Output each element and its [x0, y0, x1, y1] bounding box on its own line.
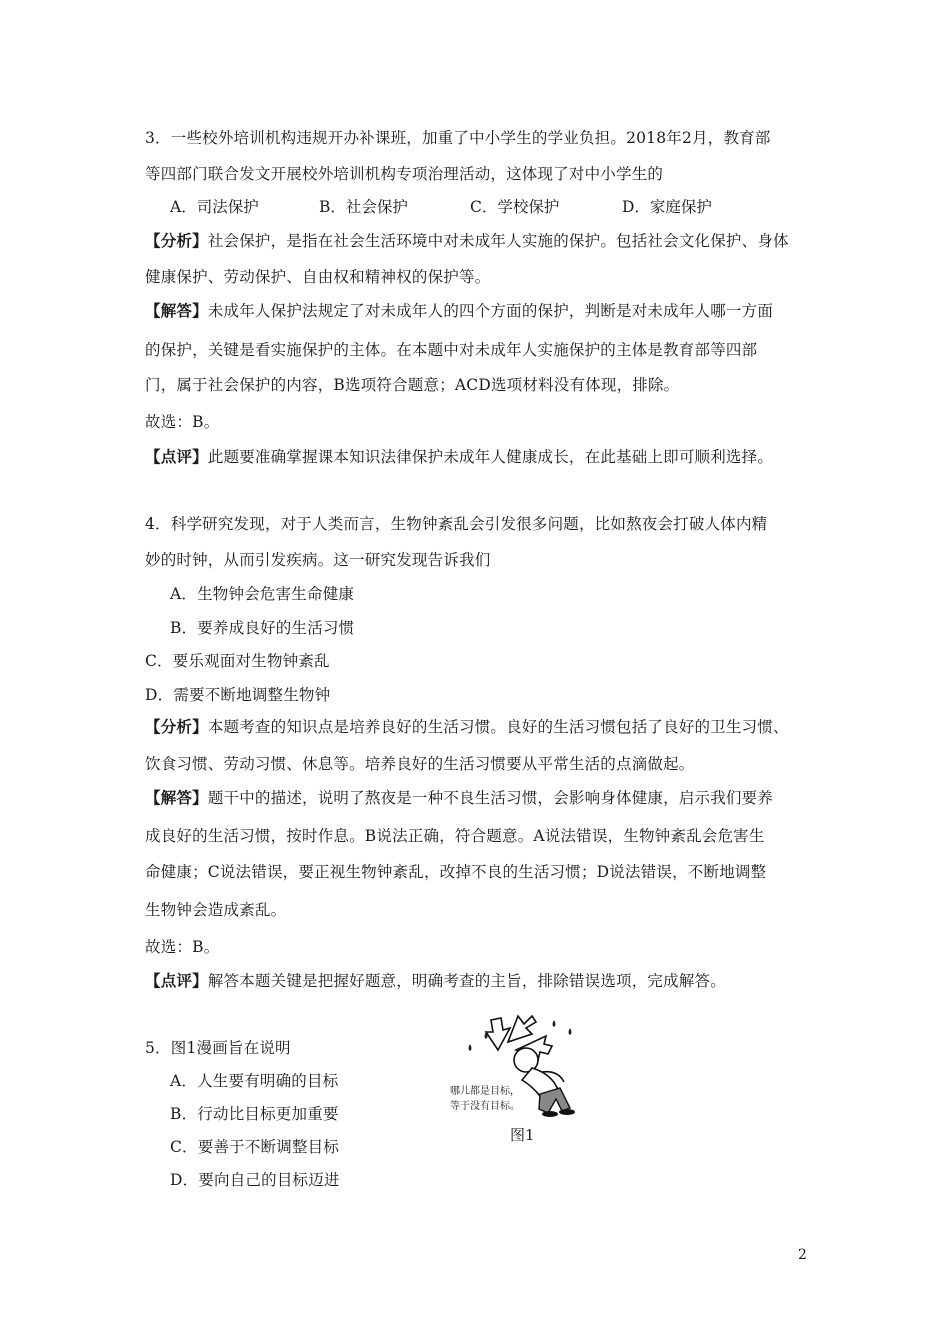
q4-answer-line1	[145, 788, 773, 808]
figure-1-cartoon	[446, 1010, 596, 1118]
q5-option-d: D．要向自己的目标迈进	[170, 1171, 340, 1189]
q3-analysis-line1	[145, 231, 789, 251]
q5-option-a: A．人生要有明确的目标	[170, 1072, 339, 1090]
q4-option-c: C．要乐观面对生物钟紊乱	[145, 652, 330, 670]
q5-stem: 5．图1漫画旨在说明	[145, 1039, 291, 1057]
q3-stem-line2: 等四部门联合发文开展校外培训机构专项治理活动，这体现了对中小学生的	[145, 165, 664, 183]
q4-answer-text: 题干中的描述，说明了熬夜是一种不良生活习惯，会影响身体健康，启示我们要养	[207, 789, 774, 807]
q4-analysis-line1	[145, 717, 789, 737]
q3-option-a: A．司法保护	[170, 198, 259, 216]
q4-answer-line3: 命健康；C说法错误，要正视生物钟紊乱，改掉不良的生活习惯；D说法错误，不断地调整	[145, 863, 767, 881]
q3-choice: 故选：B。	[145, 413, 220, 431]
sweat-drop	[469, 1044, 472, 1051]
shoe-shape	[542, 1111, 558, 1117]
q3-answer-line1	[145, 301, 773, 321]
q5-option-b: B．行动比目标更加重要	[170, 1105, 339, 1123]
q3-answer-tag: 【解答】	[145, 301, 208, 320]
cartoon-caption-line1: 哪儿都是目标，	[450, 1086, 520, 1097]
q4-option-b: B．要养成良好的生活习惯	[170, 619, 355, 637]
q3-analysis-text: 社会保护，是指在社会生活环境中对未成年人实施的保护。包括社会文化保护、身体	[207, 232, 789, 250]
q3-answer-line3: 门，属于社会保护的内容，B选项符合题意；ACD选项材料没有体现，排除。	[145, 376, 680, 394]
q3-comment-tag: 【点评】	[145, 447, 208, 466]
q3-analysis-tag: 【分析】	[145, 231, 208, 250]
q4-analysis-tag: 【分析】	[145, 717, 208, 736]
q4-answer-line4: 生物钟会造成紊乱。	[145, 901, 287, 919]
q4-choice: 故选：B。	[145, 938, 220, 956]
q4-comment-text: 解答本题关键是把握好题意，明确考查的主旨，排除错误选项，完成解答。	[207, 972, 726, 990]
page-number: 2	[798, 1247, 807, 1263]
q3-answer-text: 未成年人保护法规定了对未成年人的四个方面的保护，判断是对未成年人哪一方面	[207, 302, 774, 320]
cartoon-caption-line2: 等于没有目标。	[450, 1101, 520, 1112]
q4-stem-line1: 4．科学研究发现，对于人类而言，生物钟紊乱会引发很多问题，比如熬夜会打破人体内精	[145, 515, 768, 533]
q3-analysis-line2: 健康保护、劳动保护、自由权和精神权的保护等。	[145, 268, 491, 286]
q5-option-c: C．要善于不断调整目标	[170, 1138, 340, 1156]
q3-comment-line1	[145, 447, 773, 467]
q3-stem-line1: 3．一些校外培训机构违规开办补课班，加重了中小学生的学业负担。2018年2月，教育部	[145, 129, 771, 147]
sweat-drop	[553, 1020, 556, 1027]
q4-stem-line2: 妙的时钟，从而引发疾病。这一研究发现告诉我们	[145, 551, 491, 569]
q4-answer-tag: 【解答】	[145, 788, 208, 807]
q4-comment-line1	[145, 971, 726, 991]
q3-answer-line2: 的保护，关键是看实施保护的主体。在本题中对未成年人实施保护的主体是教育部等四部	[145, 341, 758, 359]
q4-analysis-line2: 饮食习惯、劳动习惯、休息等。培养良好的生活习惯要从平常生活的点滴做起。	[145, 755, 695, 773]
q4-option-d: D．需要不断地调整生物钟	[145, 686, 331, 704]
figure-label: 图1	[510, 1126, 535, 1144]
q3-option-c: C．学校保护	[470, 198, 560, 216]
q3-option-d: D．家庭保护	[622, 198, 712, 216]
q4-answer-line2: 成良好的生活习惯，按时作息。B说法正确，符合题意。A说法错误，生物钟紊乱会危害生	[145, 827, 765, 845]
q3-option-b: B．社会保护	[319, 198, 408, 216]
q4-analysis-text: 本题考查的知识点是培养良好的生活习惯。良好的生活习惯包括了良好的卫生习惯、	[207, 718, 789, 736]
sweat-drop	[569, 1028, 572, 1035]
q4-comment-tag: 【点评】	[145, 971, 208, 990]
shoe-shape	[559, 1109, 575, 1115]
q4-option-a: A．生物钟会危害生命健康	[170, 585, 355, 603]
q3-comment-text: 此题要准确掌握课本知识法律保护未成年人健康成长，在此基础上即可顺利选择。	[207, 448, 774, 466]
